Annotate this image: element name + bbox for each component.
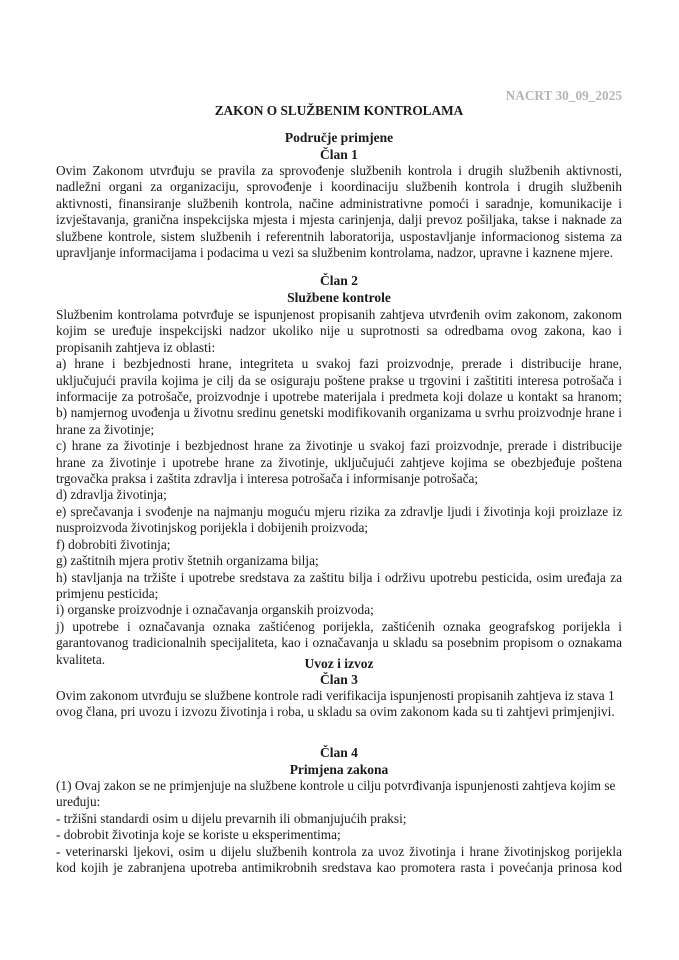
- section-heading: Uvoz i izvoz: [304, 656, 374, 671]
- text-line: kvaliteta.: [56, 651, 106, 667]
- text-line: ovog člana, pri uvozu i izvozu životinja i roba, u skladu sa ovim zakonom kada su ti zahtjevi primjenjivi.: [56, 704, 615, 720]
- text-line: h) stavljanja na tržište i upotrebe sredstava za zaštitu bilja i održivu upotrebu pesticida, osim uređaja za: [56, 569, 622, 585]
- text-line: hrane za životinje;: [56, 421, 155, 437]
- text-line: primjenu pesticida;: [56, 585, 159, 601]
- text-line: nusproizvoda životinjskog porijekla i dobijenih proizvoda;: [56, 520, 369, 536]
- text-line: Ovim zakonom utvrđuju se službene kontrole radi verifikacija ispunjenosti propisanih zahtjeva iz stava 1: [56, 688, 615, 703]
- text-line: garantovanog tradicionalnih specijaliteta, kao i označavanja u skladu sa posebnim propisom o oznakama: [56, 635, 622, 651]
- text-line: c) hrane za životinje i bezbjednost hrane za životinje u svakoj fazi proizvodnje, prerade i distribucije: [56, 438, 622, 454]
- article-body: [56, 163, 622, 261]
- draft-label: NACRT 30_09_2025: [505, 88, 622, 103]
- text-line: e) sprečavanja i svođenje na najmanju moguću mjeru rizika za zdravlje ljudi i životinja koji proizlaze iz: [56, 503, 622, 519]
- article-number: Član 2: [320, 273, 358, 288]
- text-line: izvještavanja, granična inspekcijska mjesta i mjesta carinjenja, dalji prevoz pošiljaka, takse i naknade za: [56, 212, 622, 228]
- text-line: hrane za životinje i upotrebe hrane za životinje, uključujući zahtjeve kojima se obezbjeđuje poštena: [56, 454, 622, 470]
- section-heading: Službene kontrole: [287, 290, 391, 305]
- text-line: d) zdravlja životinja;: [56, 487, 167, 503]
- section-heading: Primjena zakona: [289, 762, 389, 777]
- text-line: - veterinarski ljekovi, osim u dijelu službenih kontrola za uvoz životinja i hrane životinjskog porijekla: [56, 843, 622, 859]
- text-line: - tržišni standardi osim u dijelu prevarnih ili obmanjujućih praksi;: [56, 810, 407, 826]
- text-line: (1) Ovaj zakon se ne primjenjuje na službene kontrole u cilju potvrđivanja ispunjenosti zahtjeva kojim se: [56, 778, 616, 793]
- article-body: [56, 688, 622, 721]
- text-line: aktivnosti, finansiranje službenih kontrola, načine administrativne pomoći i saradnje, komunikacije i: [56, 195, 622, 211]
- text-line: Ovim Zakonom utvrđuju se pravila za sprovođenje službenih kontrola i drugih službenih aktivnosti,: [56, 163, 622, 178]
- text-line: j) upotrebe i označavanja oznaka zaštićenog porijekla, zaštićenih oznaka geografskog porijekla i: [56, 618, 622, 634]
- text-line: i) organske proizvodnje i označavanja organskih proizvoda;: [56, 602, 374, 618]
- document-title: ZAKON O SLUŽBENIM KONTROLAMA: [214, 103, 464, 118]
- text-line: uređuju:: [56, 794, 101, 810]
- text-line: službene kontrole, sistem službenih i referentnih laboratorija, uspostavljanje informacionog sistema za: [56, 228, 622, 244]
- text-line: g) zaštitnih mjera protiv štetnih organizama bilja;: [56, 553, 319, 569]
- text-line: kojim se uređuje inspekcijski nadzor ukoliko nije u suprotnosti sa odredbama ovog zakona, kao i: [56, 323, 622, 339]
- article-body: [56, 778, 622, 876]
- article-number: Član 4: [320, 745, 358, 760]
- text-line: Službenim kontrolama potvrđuje se ispunjenost propisanih zahtjeva utvrđenih ovim zakonom, zakonom: [56, 307, 622, 322]
- text-line: informacije za potrošače, proizvodnje i upotrebe materijala i predmeta koji dolaze u kontakt sa hranom;: [56, 389, 622, 405]
- article-number: Član 1: [320, 147, 358, 162]
- text-line: upravljanje informacijama i podacima u vezi sa službenim kontrolama, nadzor, upravne i kaznene mjere.: [56, 245, 613, 261]
- text-line: kod kojih je zabranjena upotreba antimikrobnih sredstava kao promotera rasta i povećanja prinosa kod: [56, 860, 622, 876]
- text-line: propisanih zahtjeva iz oblasti:: [56, 339, 216, 355]
- text-line: nadležni organi za organizaciju, sprovođenje i koordinaciju službenih kontrola i drugih službenih: [56, 179, 622, 195]
- article-number: Član 3: [320, 672, 358, 687]
- text-line: uključujući pravila kojima je cilj da se osiguraju poštene prakse u trgovini i zaštititi interesa potrošača i: [56, 372, 622, 388]
- article-body: [56, 307, 622, 668]
- text-line: f) dobrobiti životinja;: [56, 536, 171, 552]
- text-line: b) namjernog uvođenja u životnu sredinu genetski modifikovanih organizama u svrhu proizvodnje hrane i: [56, 405, 622, 421]
- text-line: a) hrane i bezbjednosti hrane, integriteta u svakoj fazi proizvodnje, prerade i distribucije hrane,: [56, 356, 622, 372]
- section-heading: Područje primjene: [284, 130, 394, 145]
- text-line: trgovačka praksa i zaštita zdravlja i interesa potrošača i informisanje potrošača;: [56, 471, 479, 487]
- text-line: - dobrobit životinja koje se koriste u eksperimentima;: [56, 827, 341, 843]
